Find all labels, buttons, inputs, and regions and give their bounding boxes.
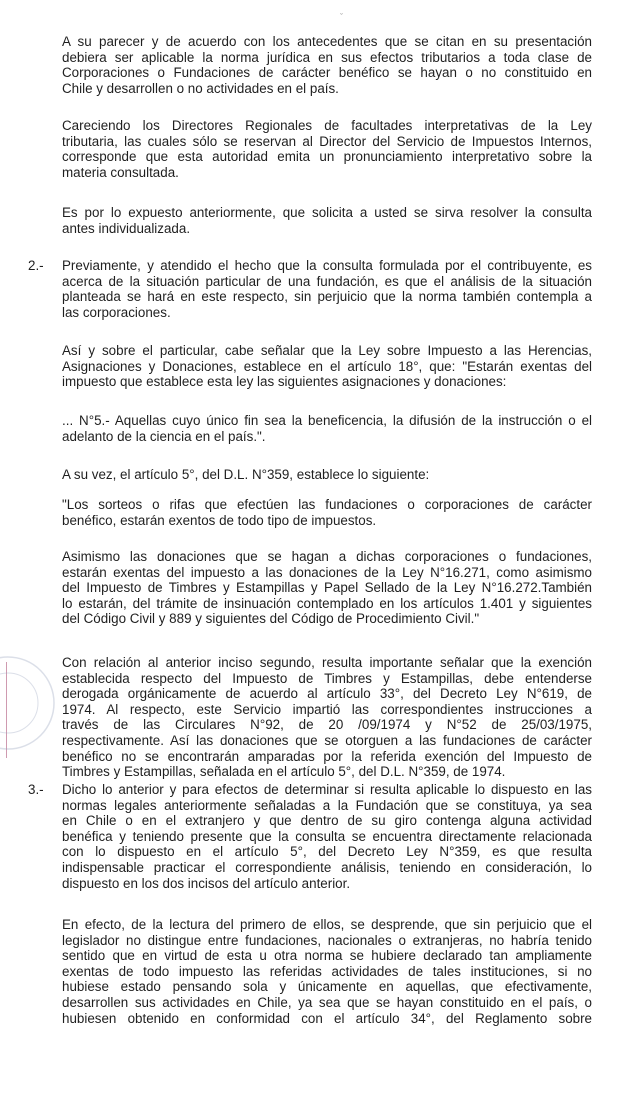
text-line: materia consultada. [62, 164, 179, 180]
scan-mark: ˇ [340, 12, 343, 22]
section-number: 2.- [28, 258, 44, 273]
text-line: estarán exentas del impuesto a las donaciones de la Ley N°16.271, como asimismo [62, 564, 592, 580]
text-line: Dicho lo anterior y para efectos de determinar si resulta aplicable lo dispuesto en las [62, 782, 592, 797]
text-line: respectivamente. Así las donaciones que se otorguen a las fundaciones de carácter [62, 732, 592, 748]
text-line: las corporaciones. [62, 304, 171, 320]
text-line: Asimismo las donaciones que se hagan a dichas corporaciones o fundaciones, [62, 549, 592, 564]
text-line: establecida respecto del Impuesto de Timbres y Estampillas, debe entenderse [62, 670, 592, 686]
paragraph [62, 258, 592, 320]
text-line: lo estarán, del trámite de insinuación contemplado en los artículos 1.401 y siguientes [62, 595, 592, 611]
text-line: Previamente, y atendido el hecho que la consulta formulada por el contribuyente, es [62, 258, 592, 273]
text-line: Así y sobre el particular, cabe señalar que la Ley sobre Impuesto a las Herencias, [62, 343, 592, 358]
text-line: A su vez, el artículo 5°, del D.L. N°359, establece lo siguiente: [62, 467, 430, 482]
paragraph [62, 549, 592, 627]
paragraph [62, 413, 592, 444]
text-line: exentas de todo impuesto las referidas actividades de tales instituciones, si no [62, 963, 592, 979]
text-line: normas legales anteriormente señaladas a la Fundación que se constituya, ya sea [62, 797, 592, 813]
text-line: través de las Circulares N°92, de 20 /09/1974 y N°52 de 25/03/1975, [62, 717, 592, 733]
text-line: Chile y desarrollen o no actividades en el país. [62, 80, 339, 96]
text-line: 1974. Al respecto, este Servicio impartió las correspondientes instrucciones a [62, 701, 592, 717]
text-line: benéfica y teniendo presente que la consulta se encuentra directamente relacionada [62, 828, 592, 844]
text-line: del Código Civil y 889 y siguientes del Código de Procedimiento Civil." [62, 611, 480, 627]
text-line: sentido que en virtud de esta u otra norma se hubiere declarado tan ampliamente [62, 948, 592, 964]
text-line: benéfico no se encontrarán amparadas por la referida exención del Impuesto de [62, 748, 592, 764]
text-line: Timbres y Estampillas, señalada en el artículo 5°, del D.L. N°359, de 1974. [62, 764, 506, 780]
text-line: benéfico, estarán exentos de todo tipo de impuestos. [62, 512, 377, 528]
paragraph [62, 118, 592, 180]
paragraph [62, 917, 592, 1026]
paragraph [62, 497, 592, 528]
text-line: tributaria, las cuales sólo se reservan al Director del Servicio de Impuestos Internos, [62, 133, 592, 149]
text-line: con lo dispuesto en el artículo 5°, del Decreto Ley N°359, es que resulta [62, 844, 592, 860]
text-line: Careciendo los Directores Regionales de facultades interpretativas de la Ley [62, 118, 592, 133]
text-line: Corporaciones o Fundaciones de carácter benéfico se hayan o no constituido en [62, 65, 592, 81]
text-line: en Chile o en el extranjero y que dentro de su giro contenga alguna actividad [62, 813, 592, 829]
text-line: "Los sorteos o rifas que efectúen las fundaciones o corporaciones de carácter [62, 497, 592, 512]
official-stamp [0, 628, 60, 778]
text-line: del Impuesto de Timbres y Estampillas y Papel Sellado de la Ley N°16.272.También [62, 580, 592, 596]
text-line: indispensable practicar el correspondiente análisis, teniendo en consideración, lo [62, 859, 592, 875]
text-line: legislador no distingue entre fundaciones, nacionales o extranjeras, no habría tenido [62, 932, 592, 948]
text-line: hubiese estado pensando sola y únicamente en aquellas, que efectivamente, [62, 979, 592, 995]
paragraph [62, 467, 592, 483]
text-line: En efecto, de la lectura del primero de ellos, se desprende, que sin perjuicio que el [62, 917, 592, 932]
text-line: Asignaciones y Donaciones, establece en el artículo 18°, que: "Estarán exentas del [62, 358, 592, 374]
text-line: debiera ser aplicable la norma jurídica en sus efectos tributarios a toda clase de [62, 49, 592, 65]
paragraph [62, 205, 592, 236]
text-line: dispuesto en los dos incisos del artículo anterior. [62, 875, 351, 891]
text-line: acerca de la situación particular de una fundación, es que el análisis de la situación [62, 273, 592, 289]
text-line: ... N°5.- Aquellas cuyo único fin sea la beneficencia, la difusión de la instrucción o el [62, 413, 592, 428]
text-line: corresponde que esta autoridad emita un pronunciamiento interpretativo sobre la [62, 149, 592, 165]
text-line: desarrollen sus actividades en Chile, ya sea que se hayan constituido en el país, o [62, 994, 592, 1010]
paragraph [62, 782, 592, 891]
text-line: adelanto de la ciencia en el país.". [62, 428, 266, 444]
text-line: derogada orgánicamente de acuerdo al artículo 33°, del Decreto Ley N°619, de [62, 686, 592, 702]
section-number: 3.- [28, 782, 44, 797]
text-line: planteada se hará en este respecto, sin perjuicio que la norma también contempla a [62, 289, 592, 305]
text-line: Es por lo expuesto anteriormente, que solicita a usted se sirva resolver la consulta [62, 205, 592, 220]
paragraph [62, 343, 592, 390]
text-line: A su parecer y de acuerdo con los antecedentes que se citan en su presentación [62, 34, 592, 49]
paragraph [62, 655, 592, 780]
text-line: impuesto que establece esta ley las siguientes asignaciones y donaciones: [62, 374, 507, 390]
text-line: antes individualizada. [62, 220, 191, 236]
text-line: Con relación al anterior inciso segundo, resulta importante señalar que la exención [62, 655, 592, 670]
paragraph [62, 34, 592, 96]
text-line: hubiesen obtenido en conformidad con el artículo 34°, del Reglamento sobre [62, 1010, 592, 1026]
